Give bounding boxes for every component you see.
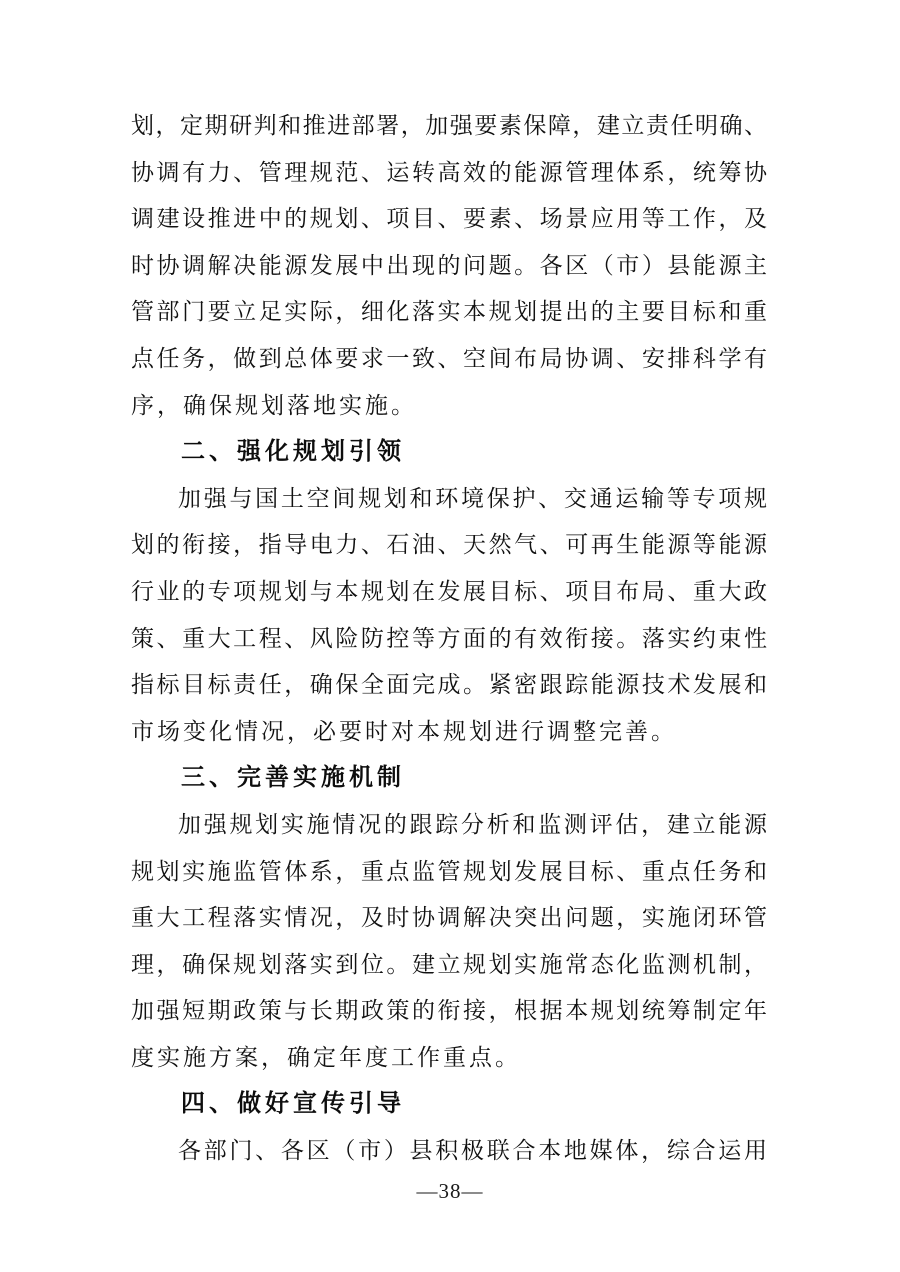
text-line: 协调有力、管理规范、运转高效的能源管理体系，统筹协	[131, 159, 767, 185]
text-line: 规划实施监管体系，重点监管规划发展目标、重点任务和	[131, 858, 767, 884]
text-line: 调建设推进中的规划、项目、要素、场景应用等工作，及	[131, 206, 767, 232]
text-line: 划的衔接，指导电力、石油、天然气、可再生能源等能源	[131, 532, 767, 558]
text-line: 策、重大工程、风险防控等方面的有效衔接。落实约束性	[131, 625, 767, 651]
document-body	[131, 103, 767, 1175]
text-line: 管部门要立足实际，细化落实本规划提出的主要目标和重	[131, 299, 767, 325]
text-line: 行业的专项规划与本规划在发展目标、项目布局、重大政	[131, 578, 767, 604]
text-line: 划，定期研判和推进部署，加强要素保障，建立责任明确、	[131, 113, 767, 138]
text-line: 度实施方案，确定年度工作重点。	[131, 1044, 521, 1070]
text-line: 各部门、各区（市）县积极联合本地媒体，综合运用	[178, 1138, 767, 1164]
text-line: 加强规划实施情况的跟踪分析和监测评估，建立能源	[178, 811, 767, 837]
section-heading: 二、强化规划引领	[181, 438, 405, 466]
text-line: 市场变化情况，必要时对本规划进行调整完善。	[131, 718, 677, 744]
text-line: 加强与国土空间规划和环境保护、交通运输等专项规	[178, 485, 767, 511]
text-line: 理，确保规划落实到位。建立规划实施常态化监测机制，	[131, 951, 767, 977]
text-line: 序，确保规划落地实施。	[131, 392, 417, 418]
text-line: 加强短期政策与长期政策的衔接，根据本规划统筹制定年	[131, 998, 767, 1024]
section-heading: 三、完善实施机制	[181, 764, 405, 792]
page-number: —38—	[416, 1179, 484, 1203]
text-line: 指标目标责任，确保全面完成。紧密跟踪能源技术发展和	[131, 672, 767, 698]
page-footer	[0, 1176, 900, 1206]
section-heading: 四、做好宣传引导	[181, 1090, 405, 1118]
text-line: 点任务，做到总体要求一致、空间布局协调、安排科学有	[131, 345, 767, 371]
text-line: 时协调解决能源发展中出现的问题。各区（市）县能源主	[131, 252, 767, 278]
text-line: 重大工程落实情况，及时协调解决突出问题，实施闭环管	[131, 905, 767, 931]
